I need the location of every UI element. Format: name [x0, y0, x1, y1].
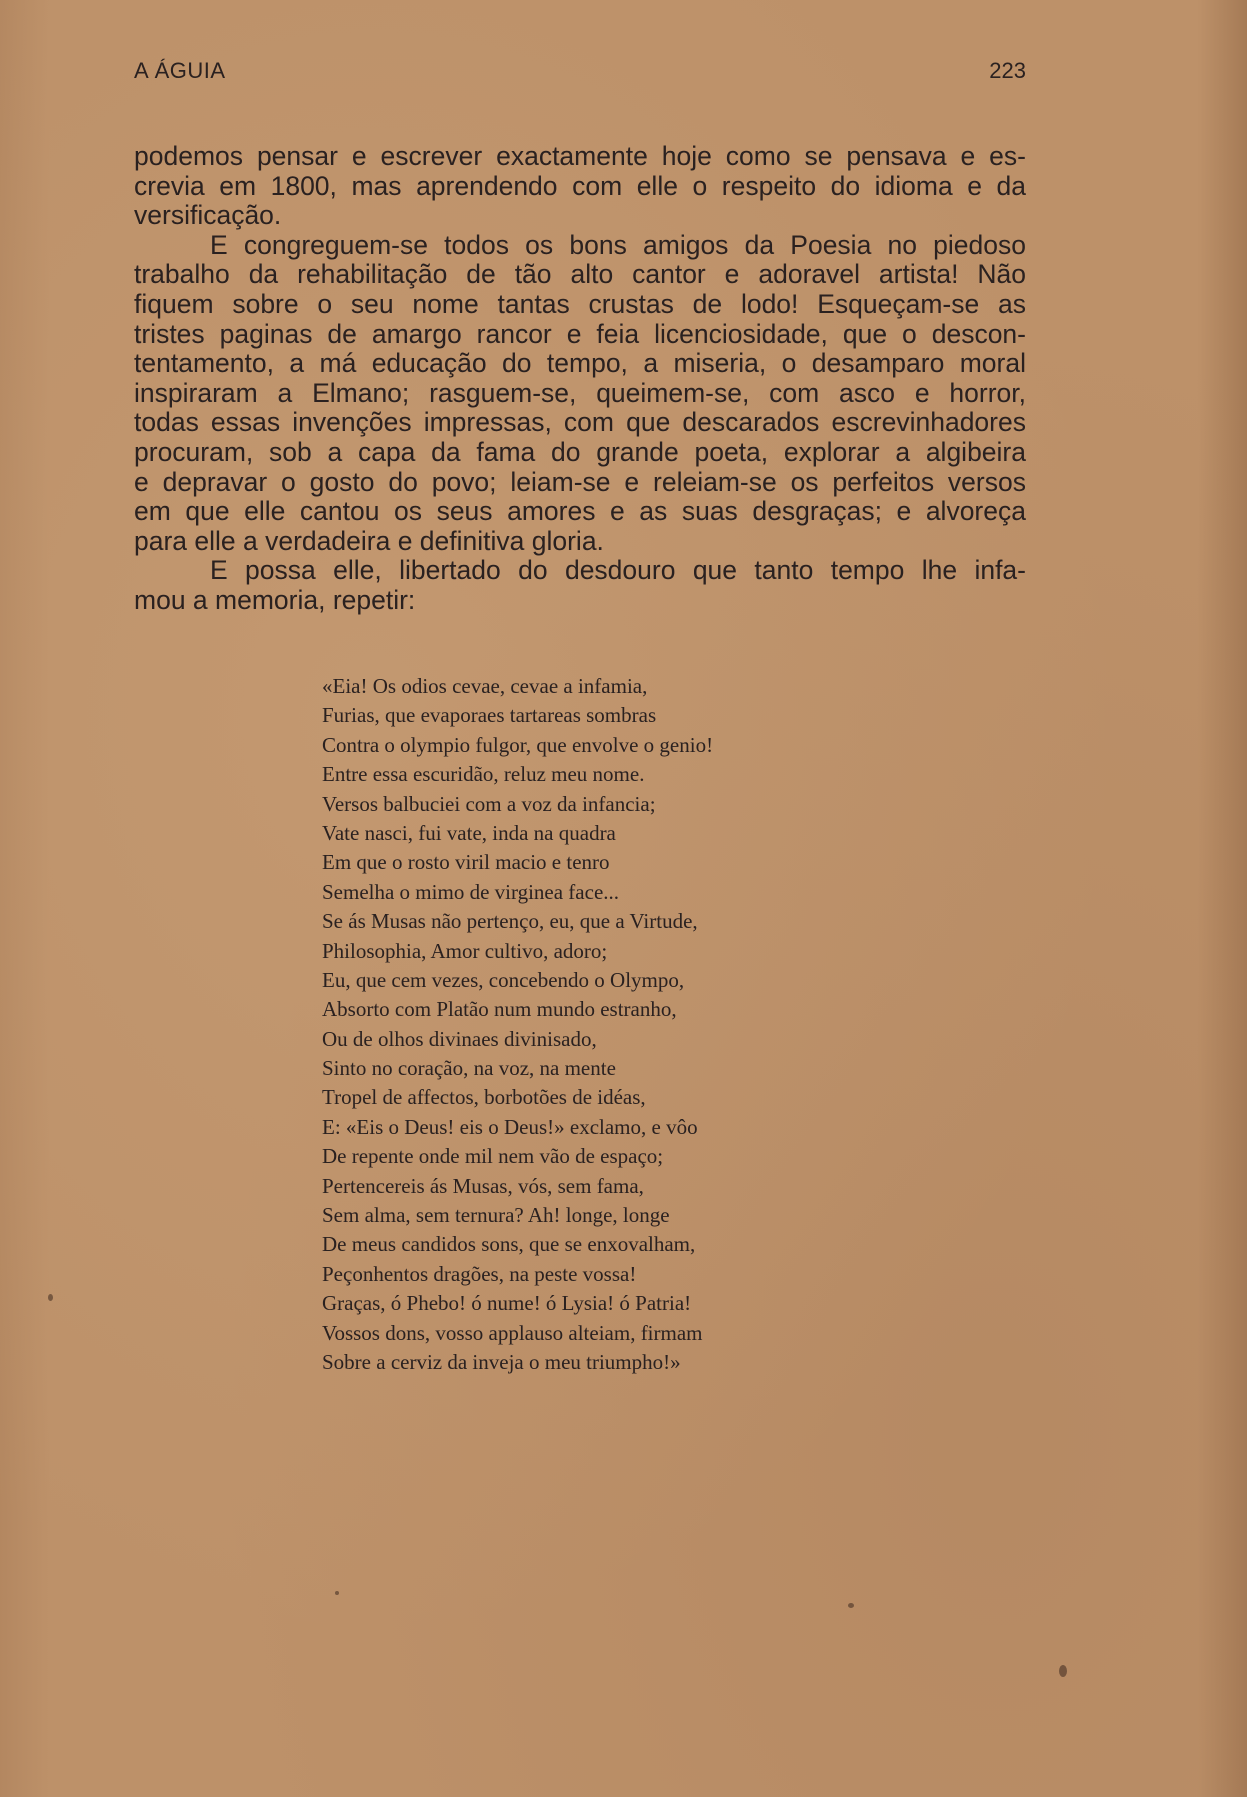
- poem-verse: Philosophia, Amor cultivo, adoro;: [322, 938, 608, 963]
- prose-line: trabalho da rehabilitação de tão alto cantor e adoravel artista! Não: [134, 259, 1026, 290]
- prose-line: mou a memoria, repetir:: [134, 584, 416, 615]
- prose-line: inspiraram a Elmano; rasguem-se, queimem-se, com asco e horror,: [134, 377, 1026, 408]
- paper-speck: [848, 1603, 854, 1608]
- poem-verse: Vossos dons, vosso applauso alteiam, firmam: [322, 1320, 703, 1345]
- paper-speck: [335, 1591, 339, 1595]
- prose-line: crevia em 1800, mas aprendendo com elle o respeito do idioma e da: [134, 170, 1026, 201]
- poem-verse: Ou de olhos divinaes divinisado,: [322, 1026, 597, 1051]
- prose-line: podemos pensar e escrever exactamente hoje como se pensava e es-: [134, 141, 1026, 171]
- prose-line: tristes paginas de amargo rancor e feia licenciosidade, que o descon-: [134, 318, 1026, 349]
- poem-verse: Furias, que evaporaes tartareas sombras: [322, 703, 657, 728]
- paper-speck: [1059, 1665, 1067, 1677]
- poem-verse: De meus candidos sons, que se enxovalham,: [322, 1232, 696, 1257]
- prose-line: todas essas invenções impressas, com que descarados escrevinhadores: [134, 407, 1026, 438]
- poem-verse: E: «Eis o Deus! eis o Deus!» exclamo, e vôo: [322, 1114, 698, 1139]
- poem-verse: Vate nasci, fui vate, inda na quadra: [322, 820, 616, 845]
- prose-line: E possa elle, libertado do desdouro que tanto tempo lhe infa-: [210, 555, 1026, 586]
- poem-verse: De repente onde mil nem vão de espaço;: [322, 1144, 664, 1169]
- prose-line: E congreguem-se todos os bons amigos da Poesia no piedoso: [210, 229, 1026, 260]
- running-title: A ÁGUIA: [134, 58, 226, 83]
- poem-verse: Sobre a cerviz da inveja o meu triumpho!»: [322, 1349, 681, 1374]
- poem-verse: Graças, ó Phebo! ó nume! ó Lysia! ó Patria!: [322, 1291, 692, 1316]
- prose-line: e depravar o gosto do povo; leiam-se e releiam-se os perfeitos versos: [134, 466, 1026, 497]
- page-number: 223: [989, 58, 1026, 83]
- poem-verse: Se ás Musas não pertenço, eu, que a Virtude,: [322, 909, 698, 934]
- poem-verse: Sinto no coração, na voz, na mente: [322, 1056, 616, 1081]
- poem-verse: Eu, que cem vezes, concebendo o Olympo,: [322, 967, 685, 992]
- poem-verse: Absorto com Platão num mundo estranho,: [322, 997, 677, 1022]
- prose-line: para elle a verdadeira e definitiva gloria.: [134, 525, 604, 556]
- poem-verse: Em que o rosto viril macio e tenro: [322, 850, 610, 875]
- prose-line: tentamento, a má educação do tempo, a miseria, o desamparo moral: [134, 348, 1026, 379]
- page-header: [134, 58, 1026, 90]
- prose-line: versificação.: [134, 200, 282, 231]
- paper-speck: [48, 1294, 53, 1301]
- poem-verse: Contra o olympio fulgor, que envolve o genio!: [322, 732, 714, 757]
- poem-verse: Entre essa escuridão, reluz meu nome.: [322, 762, 645, 787]
- prose-paragraphs: [134, 142, 1026, 616]
- poem-quotation: [322, 672, 842, 1377]
- poem-verse: Tropel de affectos, borbotões de idéas,: [322, 1085, 646, 1110]
- poem-verse: Peçonhentos dragões, na peste vossa!: [322, 1261, 637, 1286]
- poem-verse: Semelha o mimo de virginea face...: [322, 879, 620, 904]
- poem-verse: «Eia! Os odios cevae, cevae a infamia,: [322, 674, 648, 698]
- prose-line: procuram, sob a capa da fama do grande poeta, explorar a algibeira: [134, 436, 1026, 467]
- poem-verse: Sem alma, sem ternura? Ah! longe, longe: [322, 1203, 670, 1228]
- prose-line: fiquem sobre o seu nome tantas crustas de lodo! Esqueçam-se as: [134, 288, 1026, 319]
- poem-verse: Pertencereis ás Musas, vós, sem fama,: [322, 1173, 644, 1198]
- prose-line: em que elle cantou os seus amores e as suas desgraças; e alvoreça: [134, 496, 1026, 527]
- poem-verse: Versos balbuciei com a voz da infancia;: [322, 791, 656, 816]
